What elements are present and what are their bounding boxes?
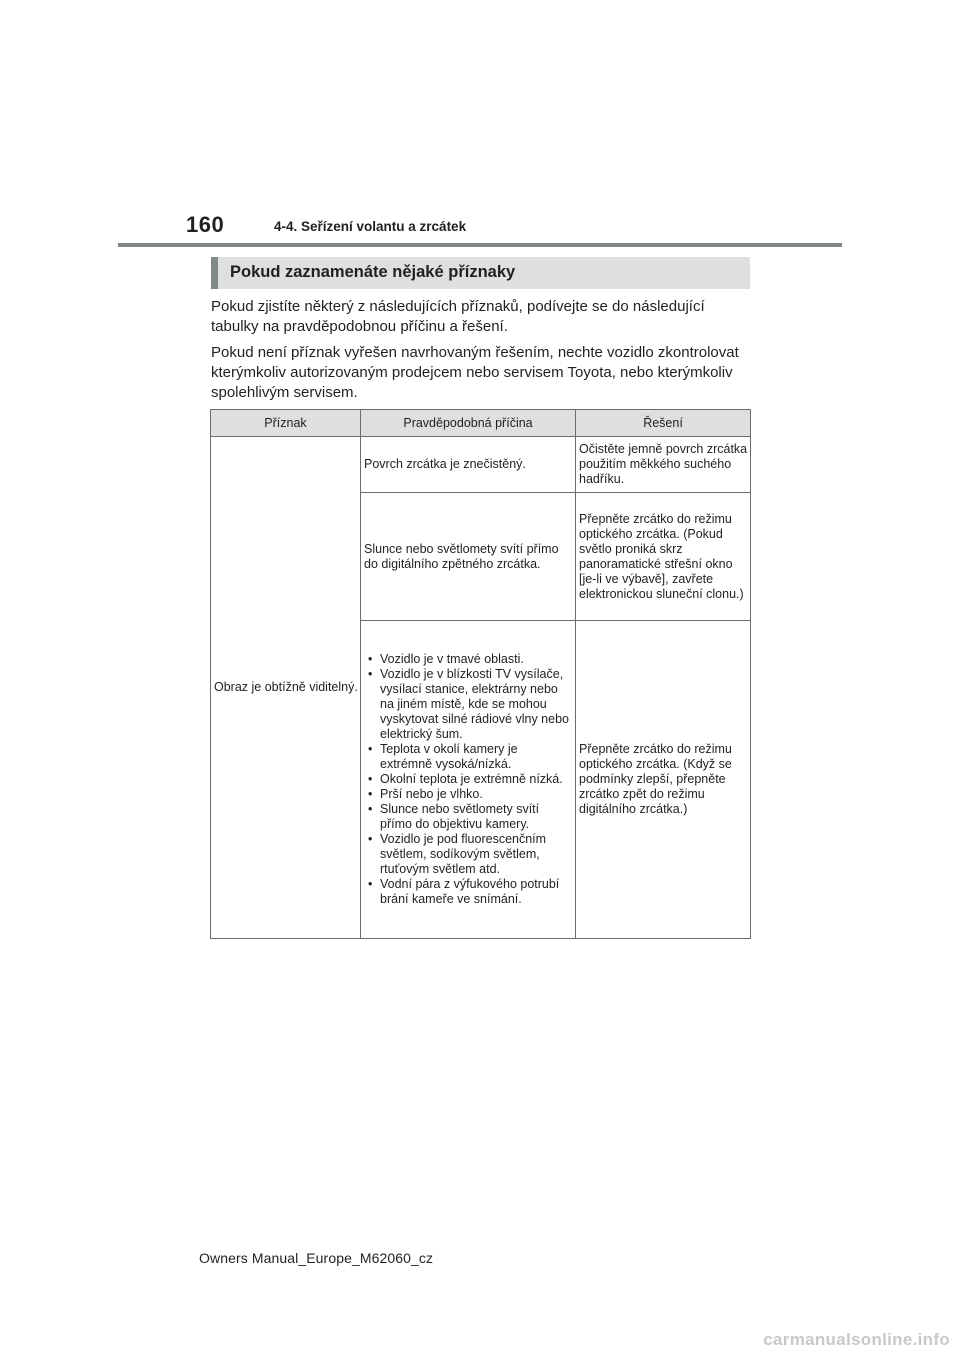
solution-cell: Očistěte jemně povrch zrcátka použitím měkkého suchého hadříku. bbox=[576, 437, 751, 493]
list-item: • Okolní teplota je extrémně nízká. bbox=[364, 772, 573, 787]
solution-cell: Přepněte zrcátko do režimu optického zrcátka. (Když se podmínky zlepší, přepněte zrcátko zpět do režimu digitálního zrcátka.) bbox=[576, 621, 751, 939]
page-number: 160 bbox=[186, 212, 225, 237]
header-solution: Řešení bbox=[576, 410, 751, 437]
table-header-row bbox=[211, 410, 751, 437]
header-cause: Pravděpodobná příčina bbox=[361, 410, 576, 437]
table-row bbox=[211, 437, 751, 493]
list-item: • Vozidlo je v tmavé oblasti. bbox=[364, 652, 573, 667]
cause-cell bbox=[361, 621, 576, 939]
list-item: • Teplota v okolí kamery je extrémně vysoká/nízká. bbox=[364, 742, 573, 772]
cause-cell: Slunce nebo světlomety svítí přímo do digitálního zpětného zrcátka. bbox=[361, 493, 576, 621]
list-item: • Vozidlo je v blízkosti TV vysílače, vysílací stanice, elektrárny nebo na jiném místě, kde se mohou vyskytovat silné rádiové vlny nebo elektrický šum. bbox=[364, 667, 573, 742]
list-item: • Slunce nebo světlomety svítí přímo do objektivu kamery. bbox=[364, 802, 573, 832]
footer-document-id: Owners Manual_Europe_M62060_cz bbox=[199, 1250, 434, 1266]
solution-cell: Přepněte zrcátko do režimu optického zrcátka. (Pokud světlo proniká skrz panoramatické střešní okno [je-li ve výbavě], zavřete elektronickou sluneční clonu.) bbox=[576, 493, 751, 621]
chapter-title: 4-4. Seřízení volantu a zrcátek bbox=[274, 219, 467, 234]
symptom-cell: Obraz je obtížně viditelný. bbox=[211, 437, 361, 939]
header-divider bbox=[118, 243, 842, 247]
symptoms-table bbox=[210, 409, 751, 939]
cause-cell: Povrch zrcátka je znečistěný. bbox=[361, 437, 576, 493]
header-symptom: Příznak bbox=[211, 410, 361, 437]
watermark-link[interactable]: carmanualsonline.info bbox=[763, 1330, 950, 1349]
section-heading: Pokud zaznamenáte nějaké příznaky bbox=[211, 257, 750, 289]
list-item: • Vodní pára z výfukového potrubí brání kameře ve snímání. bbox=[364, 877, 573, 907]
cause-list bbox=[364, 652, 573, 907]
intro-paragraph-1: Pokud zjistíte některý z následujících příznaků, podívejte se do následující tabulky na pravděpodobnou příčinu a řešení. bbox=[211, 298, 705, 335]
intro-text bbox=[211, 297, 756, 409]
list-item: • Prší nebo je vlhko. bbox=[364, 787, 573, 802]
list-item: • Vozidlo je pod fluorescenčním světlem, sodíkovým světlem, rtuťovým světlem atd. bbox=[364, 832, 573, 877]
intro-paragraph-2: Pokud není příznak vyřešen navrhovaným řešením, nechte vozidlo zkontrolovat kterýmkoliv autorizovaným prodejcem nebo servisem Toyota, nebo kterýmkoliv spolehlivým servisem. bbox=[211, 344, 739, 401]
